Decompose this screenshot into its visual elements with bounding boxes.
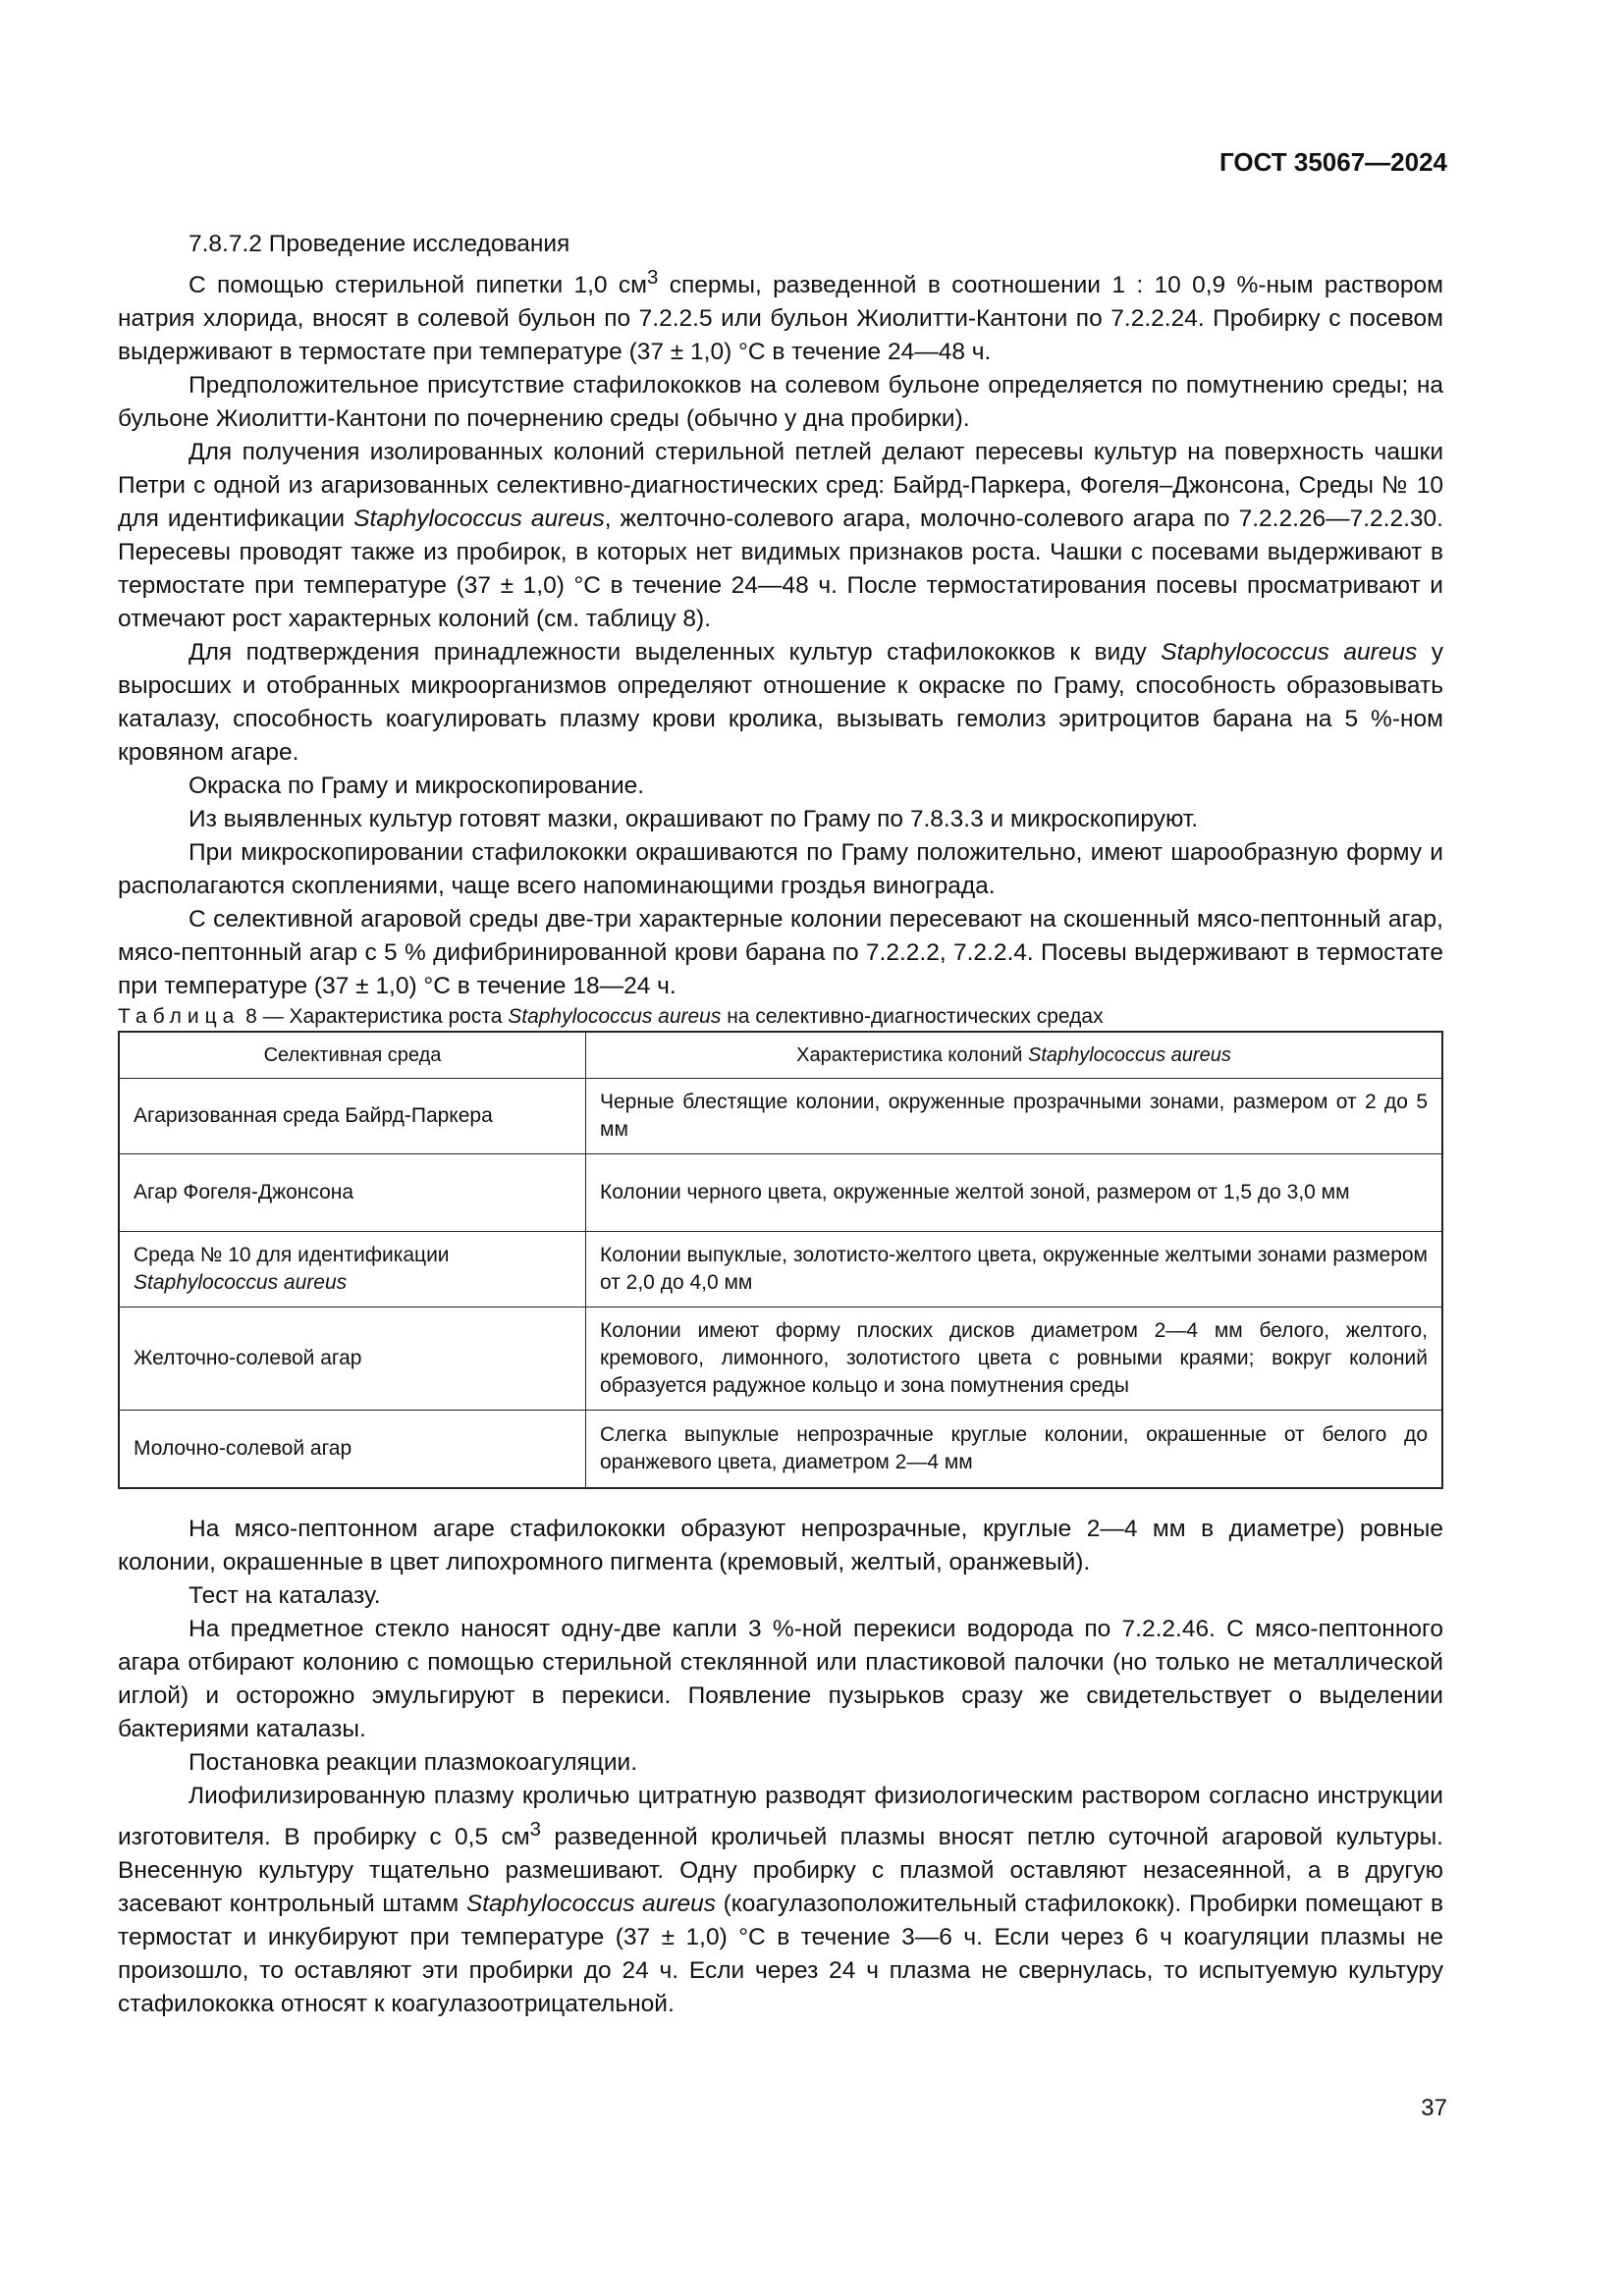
table-cell-description: Колонии выпуклые, золотисто-желтого цвета, окруженные желтыми зонами размером от 2,0 до 4,0 мм	[586, 1232, 1443, 1308]
table-cell-description: Черные блестящие колонии, окруженные прозрачными зонами, размером от 2 до 5 мм	[586, 1079, 1443, 1154]
paragraph: На мясо-пептонном агаре стафилококки образуют непрозрачные, круглые 2—4 мм в диаметре) ровные колонии, окрашенные в цвет липохромного пигмента (кремовый, желтый, оранжевый).	[118, 1516, 1443, 1576]
table-cell-medium: Желточно-солевой агар	[119, 1308, 586, 1411]
paragraph: Лиофилизированную плазму кроличью цитратную разводят физиологическим раствором согласно инструкции изготовителя. В пробирку с 0,5 $см^3$ разведенной кроличьей плазмы вносят петлю суточной агаровой культуры. Внесенную культуру тщательно размешивают. Одну пробирку с плазмой оставляют незасеянной, а в другую засевают контрольный штамм Staphylococcus aureus (коагулазоположительный стафилококк). Пробирки помещают в термостат и инкубируют при температуре (37 ± 1,0) °С в течение 3—6 ч. Если через 6 ч коагуляции плазмы не произошло, то оставляют эти пробирки до 24 ч. Если через 24 ч плазма не свернулась, то испытуемую культуру стафилококка относят к коагулазоотрицательной.	[118, 1783, 1443, 2018]
paragraph: Предположительное присутствие стафилококков на солевом бульоне определяется по помутнению среды; на бульоне Жиолитти-Кантони по почернению среды (обычно у дна пробирки).	[118, 372, 1443, 433]
table-cell-medium: Агар Фогеля-Джонсона	[119, 1154, 586, 1232]
paragraph: При микроскопировании стафилококки окрашиваются по Граму положительно, имеют шарообразную форму и располагаются скоплениями, чаще всего напоминающими гроздья винограда.	[118, 839, 1443, 900]
table-cell-description: Колонии имеют форму плоских дисков диаметром 2—4 мм белого, желтого, кремового, лимонного, золотистого цвета с ровными краями; вокруг колоний образуется радужное кольцо и зона помутнения среды	[586, 1308, 1443, 1411]
page-number: 37	[1421, 2095, 1447, 2121]
document-header: ГОСТ 35067—2024	[1219, 147, 1447, 177]
section-heading: 7.8.7.2 Проведение исследования	[189, 231, 570, 257]
paragraph: С помощью стерильной пипетки 1,0 $см^3$ спермы, разведенной в соотношении 1 : 10 0,9 %-ным раствором натрия хлорида, вносят в солевой бульон по 7.2.2.5 или бульон Жиолитти-Кантони по 7.2.2.24. Пробирку с посевом выдерживают в термостате при температуре (37 ± 1,0) °С в течение 24—48 ч.	[118, 267, 1444, 366]
table-row	[119, 1154, 1442, 1232]
table-row	[119, 1079, 1442, 1154]
table-caption: Таблица 8 — Характеристика роста Staphylococcus aureus на селективно-диагностических средах	[118, 1005, 1104, 1029]
table-header-medium: Селективная среда	[119, 1032, 586, 1079]
paragraph: На предметное стекло наносят одну-две капли 3 %-ной перекиси водорода по 7.2.2.46. С мясо-пептонного агара отбирают колонию с помощью стерильной стеклянной или пластиковой палочки (но только не металлической иглой) и осторожно эмульгируют в перекиси. Появление пузырьков сразу же свидетельствует о выделении бактериями каталазы.	[118, 1616, 1443, 1743]
paragraph: Окраска по Граму и микроскопирование.	[189, 773, 645, 800]
table-cell-medium: Молочно-солевой агар	[119, 1411, 586, 1489]
paragraph: С селективной агаровой среды две-три характерные колонии пересевают на скошенный мясо-пептонный агар, мясо-пептонный агар с 5 % дифибринированной крови барана по 7.2.2.2, 7.2.2.4. Посевы выдерживают в термостате при температуре (37 ± 1,0) °С в течение 18—24 ч.	[118, 906, 1443, 1000]
table-row	[119, 1232, 1442, 1308]
paragraph: Постановка реакции плазмокоагуляции.	[189, 1749, 638, 1777]
table-cell-medium: Агаризованная среда Байрд-Паркера	[119, 1079, 586, 1154]
table-cell-description: Слегка выпуклые непрозрачные круглые колонии, окрашенные от белого до оранжевого цвета, диаметром 2—4 мм	[586, 1411, 1443, 1489]
table-row	[119, 1308, 1442, 1411]
paragraph: Из выявленных культур готовят мазки, окрашивают по Граму по 7.8.3.3 и микроскопируют.	[189, 806, 1199, 833]
paragraph: Тест на каталазу.	[189, 1582, 381, 1610]
table-row	[119, 1411, 1442, 1489]
table-cell-medium: Среда № 10 для идентификации Staphylococcus aureus	[119, 1232, 586, 1308]
table-cell-description: Колонии черного цвета, окруженные желтой зоной, размером от 1,5 до 3,0 мм	[586, 1154, 1443, 1232]
table-header-row	[119, 1032, 1442, 1079]
table-header-characteristics: Характеристика колоний Staphylococcus aureus	[586, 1032, 1443, 1079]
media-table	[118, 1031, 1443, 1489]
paragraph: Для получения изолированных колоний стерильной петлей делают пересевы культур на поверхность чашки Петри с одной из агаризованных селективно-диагностических сред: Байрд-Паркера, Фогеля–Джонсона, Среды № 10 для идентификации Staphylococcus aureus, желточно-солевого агара, молочно-солевого агара по 7.2.2.26—7.2.2.30. Пересевы проводят также из пробирок, в которых нет видимых признаков роста. Чашки с посевами выдерживают в термостате при температуре (37 ± 1,0) °С в течение 24—48 ч. После термостатирования посевы просматривают и отмечают рост характерных колоний (см. таблицу 8).	[118, 439, 1443, 633]
paragraph: Для подтверждения принадлежности выделенных культур стафилококков к виду Staphylococcus aureus у выросших и отобранных микроорганизмов определяют отношение к окраске по Граму, способность образовывать каталазу, способность коагулировать плазму крови кролика, вызывать гемолиз эритроцитов барана на 5 %-ном кровяном агаре.	[118, 639, 1443, 767]
document-body	[118, 228, 1443, 2021]
